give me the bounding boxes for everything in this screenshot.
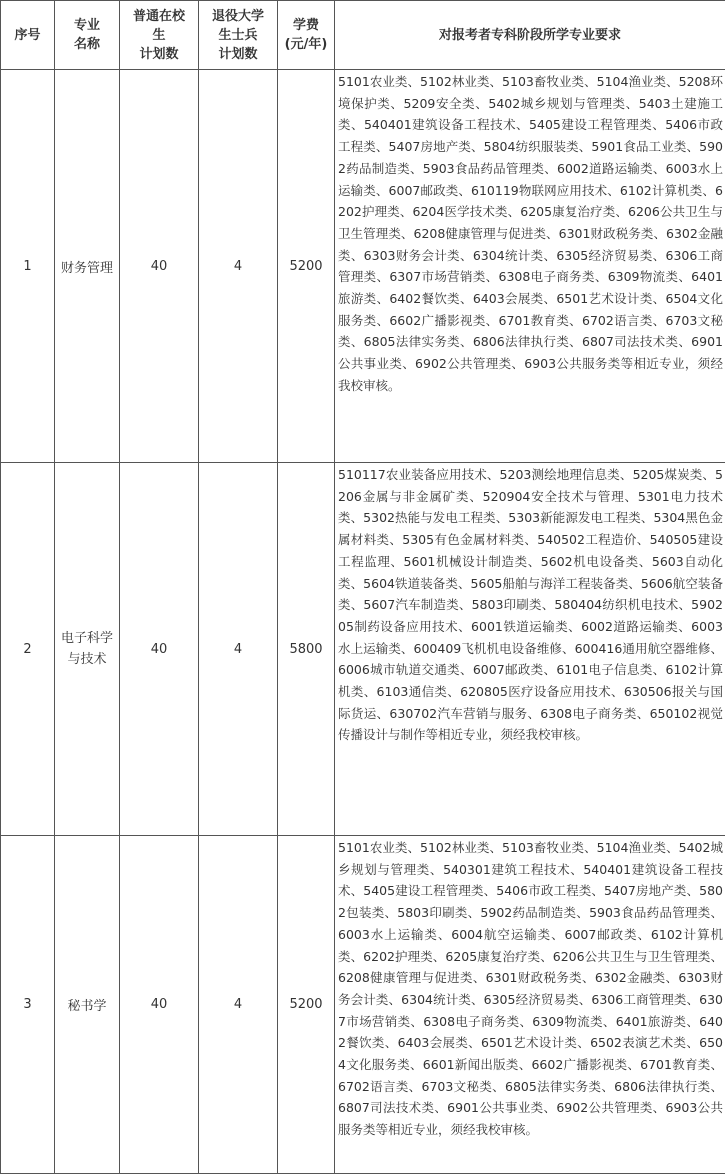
header-regular-plan: 普通在校 生 计划数 [120,1,199,70]
table-row [1,836,725,1174]
cell-veteran-plan: 4 [199,836,278,1174]
table-header-row [1,1,725,70]
cell-regular-plan: 40 [120,463,199,836]
header-major: 专业 名称 [55,1,120,70]
cell-veteran-plan: 4 [199,463,278,836]
cell-seq: 2 [1,463,55,836]
cell-major: 电子科学与技术 [55,463,120,836]
cell-regular-plan: 40 [120,836,199,1174]
table-row [1,70,725,463]
cell-fee: 5200 [278,836,335,1174]
cell-major: 秘书学 [55,836,120,1174]
cell-fee: 5800 [278,463,335,836]
cell-requirements: 5101农业类、5102林业类、5103畜牧业类、5104渔业类、5208环境保护类、5209安全类、5402城乡规划与管理类、5403土建施工类、540401建筑设备工程技术、5405建设工程管理类、5406市政工程类、5407房地产类、5804纺织服装类、5901食品工业类、5902药品制造类、5903食品药品管理类、6002道路运输类、6003水上运输类、6007邮政类、610119物联网应用技术、6102计算机类、6202护理类、6204医学技术类、6205康复治疗类、6206公共卫生与卫生管理类、6208健康管理与促进类、6301财政税务类、6302金融类、6303财务会计类、6304统计类、6305经济贸易类、6306工商管理类、6307市场营销类、6308电子商务类、6309物流类、6401旅游类、6402餐饮类、6403会展类、6501艺术设计类、6504文化服务类、6602广播影视类、6701教育类、6702语言类、6703文秘类、6805法律实务类、6806法律执行类、6807司法技术类、6901公共事业类、6902公共管理类、6903公共服务类等相近专业，须经我校审核。 [335,70,725,463]
cell-regular-plan: 40 [120,70,199,463]
cell-veteran-plan: 4 [199,70,278,463]
header-seq: 序号 [1,1,55,70]
table-row [1,463,725,836]
cell-seq: 3 [1,836,55,1174]
header-requirements: 对报考者专科阶段所学专业要求 [335,1,725,70]
header-fee: 学费 (元/年) [278,1,335,70]
cell-fee: 5200 [278,70,335,463]
cell-major: 财务管理 [55,70,120,463]
header-veteran-plan: 退役大学 生士兵 计划数 [199,1,278,70]
cell-requirements: 5101农业类、5102林业类、5103畜牧业类、5104渔业类、5402城乡规划与管理类、540301建筑工程技术、540401建筑设备工程技术、5405建设工程管理类、5406市政工程类、5407房地产类、5802包装类、5803印刷类、5902药品制造类、5903食品药品管理类、6003水上运输类、6004航空运输类、6007邮政类、6102计算机类、6202护理类、6205康复治疗类、6206公共卫生与卫生管理类、6208健康管理与促进类、6301财政税务类、6302金融类、6303财务会计类、6304统计类、6305经济贸易类、6306工商管理类、6307市场营销类、6308电子商务类、6309物流类、6401旅游类、6402餐饮类、6403会展类、6501艺术设计类、6502表演艺术类、6504文化服务类、6601新闻出版类、6602广播影视类、6701教育类、6702语言类、6703文秘类、6805法律实务类、6806法律执行类、6807司法技术类、6901公共事业类、6902公共管理类、6903公共服务类等相近专业，须经我校审核。 [335,836,725,1174]
cell-requirements: 510117农业装备应用技术、5203测绘地理信息类、5205煤炭类、5206金属与非金属矿类、520904安全技术与管理、5301电力技术类、5302热能与发电工程类、5303新能源发电工程类、5304黑色金属材料类、5305有色金属材料类、540502工程造价、540505建设工程监理、5601机械设计制造类、5602机电设备类、5603自动化类、5604铁道装备类、5605船舶与海洋工程装备类、5606航空装备类、5607汽车制造类、5803印刷类、580404纺织机电技术、590205制药设备应用技术、6001铁道运输类、6002道路运输类、6003水上运输类、600409飞机机电设备维修、600416通用航空器维修、6006城市轨道交通类、6007邮政类、6101电子信息类、6102计算机类、6103通信类、620805医疗设备应用技术、630506报关与国际货运、630702汽车营销与服务、6308电子商务类、650102视觉传播设计与制作等相近专业，须经我校审核。 [335,463,725,836]
cell-seq: 1 [1,70,55,463]
